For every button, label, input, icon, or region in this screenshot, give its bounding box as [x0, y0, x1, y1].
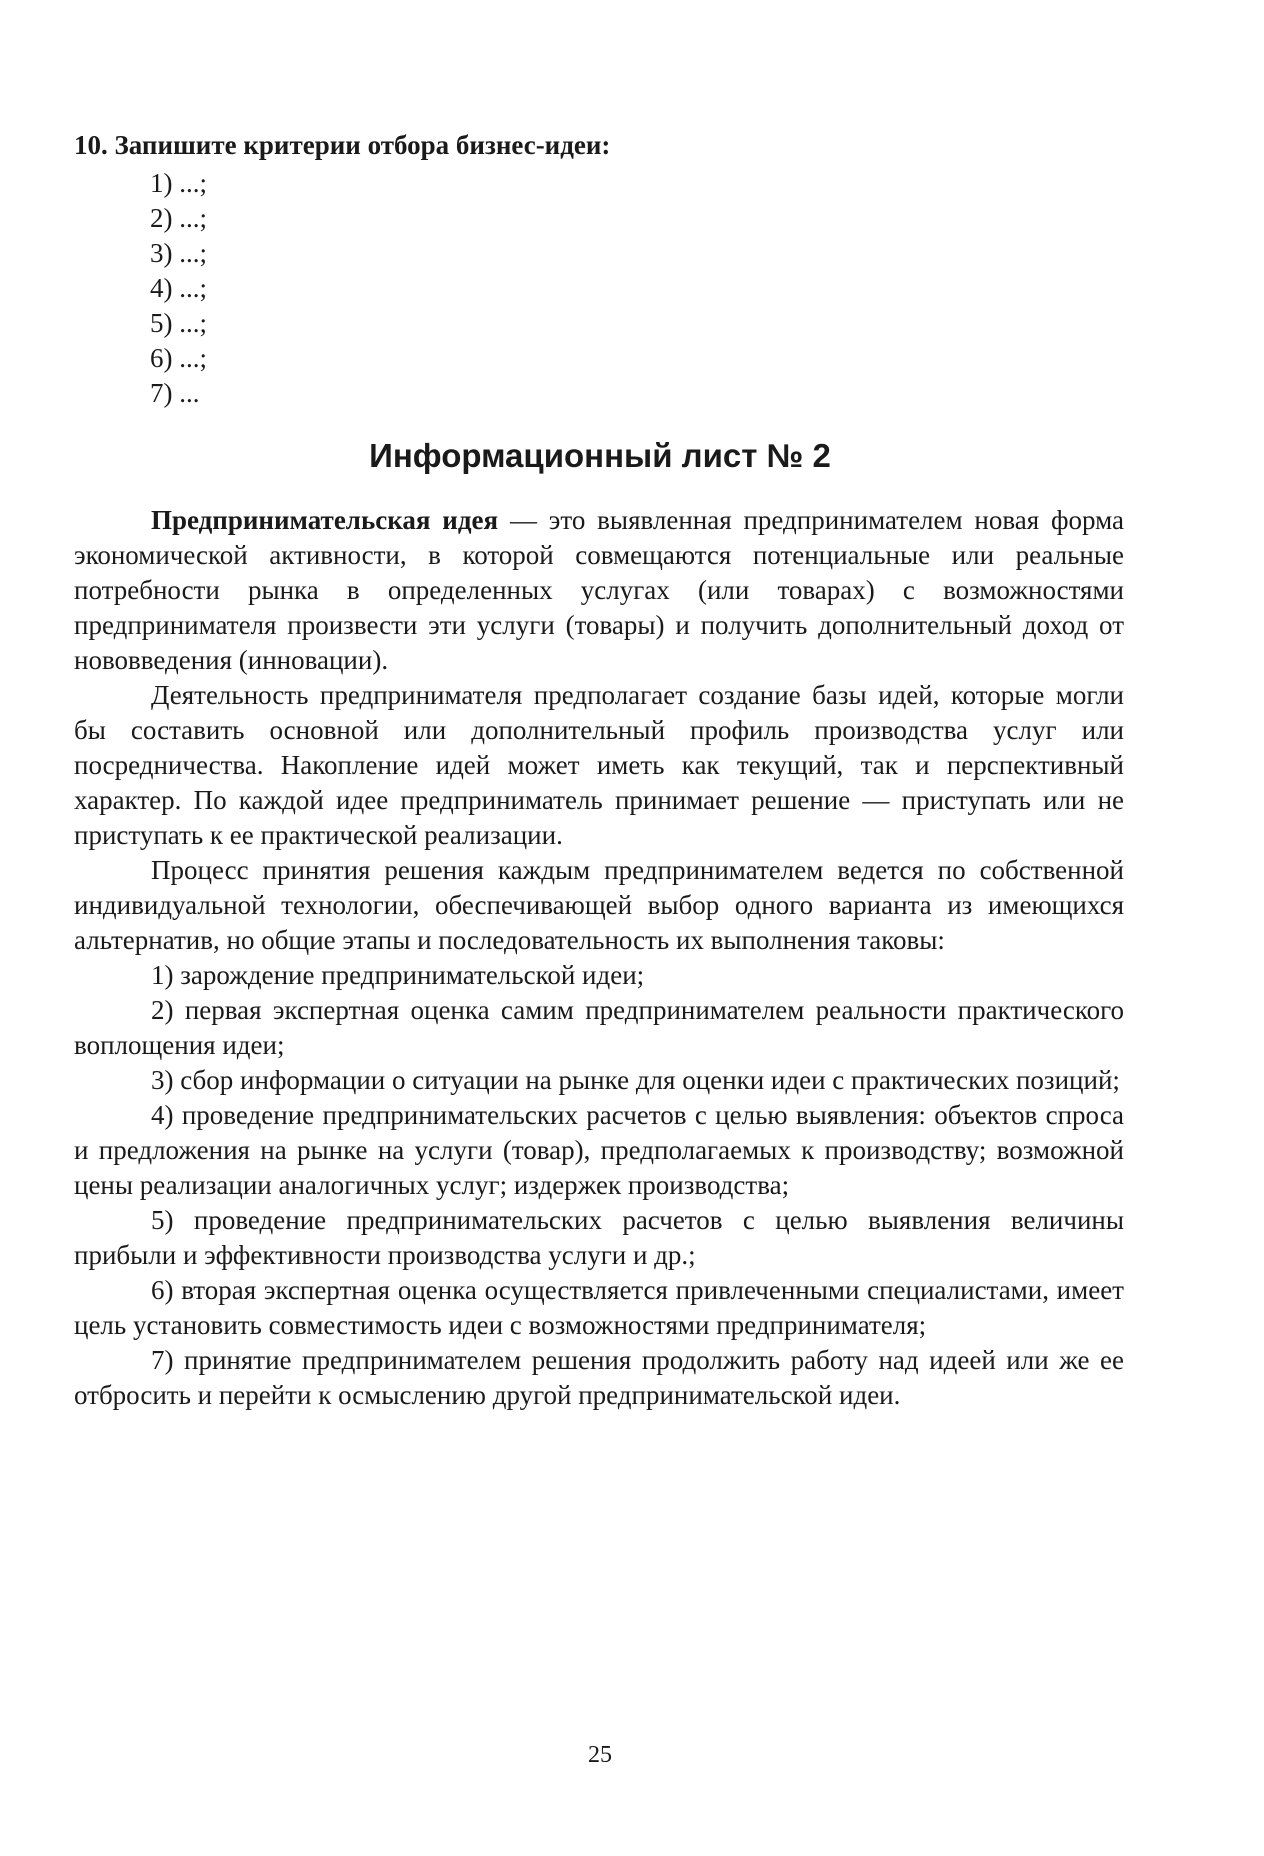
criteria-blank-list: [150, 166, 207, 411]
list-item: 2) ...;: [150, 203, 207, 233]
defined-term: Предпринимательская идея: [151, 505, 499, 535]
list-item: 6) вторая экспертная оценка осуществляется привлеченными специалистами, имеет цель установить совместимость идеи с возможностями предпринимателя;: [74, 1275, 1124, 1340]
page-number: 25: [588, 1742, 612, 1768]
list-item: 4) проведение предпринимательских расчетов с целью выявления: объектов спроса и предложения на рынке на услуги (товар), предполагаемых к производству; возможной цены реализации аналогичных услуг; издержек производства;: [74, 1100, 1124, 1200]
section-body: [74, 503, 1124, 1413]
list-item: 7) ...: [150, 378, 200, 408]
list-item: 3) ...;: [150, 238, 207, 268]
list-item: 7) принятие предпринимателем решения продолжить работу над идеей или же ее отбросить и перейти к осмыслению другой предпринимательской идеи.: [74, 1345, 1124, 1410]
list-item: 4) ...;: [150, 273, 207, 303]
process-steps-list: [74, 958, 1124, 1413]
list-item: 1) зарождение предпринимательской идеи;: [151, 960, 645, 990]
intro-paragraph: [74, 503, 1124, 678]
paragraph: Процесс принятия решения каждым предпринимателем ведется по собственной индивидуальной технологии, обеспечивающей выбор одного варианта из имеющихся альтернатив, но общие этапы и последовательность их выполнения таковы:: [74, 855, 1124, 955]
list-item: 1) ...;: [150, 168, 207, 198]
section-heading: Информационный лист № 2: [369, 437, 831, 474]
paragraph: Деятельность предпринимателя предполагает создание базы идей, которые могли бы составить основной или дополнительный профиль производства услуг или посредничества. Накопление идей может иметь как текущий, так и перспективный характер. По каждой идее предприниматель принимает решение — приступать или не приступать к ее практической реализации.: [74, 680, 1124, 850]
list-item: 2) первая экспертная оценка самим предпринимателем реальности практического воплощения идеи;: [74, 995, 1124, 1060]
list-item: 6) ...;: [150, 343, 207, 373]
task-title: 10. Запишите критерии отбора бизнес-идеи:: [74, 130, 611, 160]
list-item: 3) сбор информации о ситуации на рынке для оценки идеи с практических позиций;: [151, 1065, 1120, 1095]
definition-text: — это выявленная предпринимателем новая форма экономической активности, в которой совмещаются потенциальные или реальные потребности рынка в определенных услугах (или товарах) с возможностями предпринимателя произвести эти услуги (товары) и получить дополнительный доход от нововведения (инновации).: [74, 505, 1124, 675]
list-item: 5) ...;: [150, 308, 207, 338]
list-item: 5) проведение предпринимательских расчетов с целью выявления величины прибыли и эффективности производства услуги и др.;: [74, 1205, 1124, 1270]
